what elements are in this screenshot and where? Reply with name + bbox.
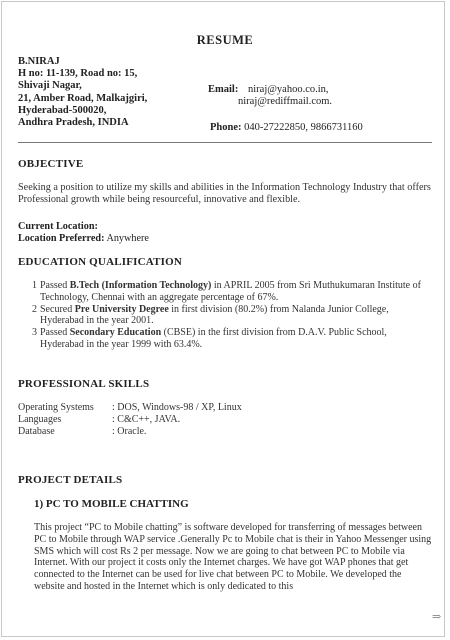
address-line: 21, Amber Road, Malkajgiri, (18, 92, 148, 104)
edu-text: (CBSE) in the first division from D.A.V. Public School, Hyderabad in the year 1999 with 63.4%. (40, 327, 387, 350)
edu-text: Passed (40, 280, 70, 291)
divider (18, 142, 432, 143)
objective-text: Seeking a position to utilize my skills and abilities in the Information Technology Industry that offers Professional growth while being resourceful, innovative and flexible. (18, 182, 431, 206)
list-number: 3 (32, 327, 37, 339)
preferred-location-value: Anywhere (106, 233, 149, 244)
skills-row (18, 402, 242, 414)
address-line: Hyderabad-500020, (18, 104, 107, 116)
edu-degree: B.Tech (Information Technology) (69, 280, 212, 291)
skill-value: : DOS, Windows-98 / XP, Linux (112, 402, 242, 413)
skills-row (18, 414, 242, 426)
skills-heading: PROFESSIONAL SKILLS (18, 378, 150, 390)
list-item (18, 327, 428, 351)
skills-row (18, 426, 242, 438)
edu-text: Secured (40, 303, 75, 315)
address-line: H no: 11-139, Road no: 15, (18, 68, 138, 80)
phone-value: 040-27222850, 9866731160 (244, 122, 363, 133)
email-label: Email: (208, 84, 239, 95)
current-location-label: Current Location: (18, 221, 98, 232)
projects-heading: PROJECT DETAILS (18, 474, 123, 486)
list-number: 2 (32, 303, 37, 315)
contact-block (18, 56, 147, 129)
skill-key: Operating Systems (18, 402, 94, 413)
skills-table (18, 402, 242, 437)
edu-degree: Secondary Education (69, 327, 162, 339)
phone-row (210, 122, 363, 133)
list-item (18, 304, 428, 328)
candidate-name: B.NIRAJ (18, 56, 60, 67)
education-heading: EDUCATION QUALIFICATION (18, 256, 183, 268)
edu-text: Passed (40, 327, 70, 339)
next-page-arrow-icon[interactable]: ⇒ (432, 611, 442, 623)
project-title: 1) PC TO MOBILE CHATTING (34, 498, 189, 510)
education-list (18, 280, 428, 351)
project-description: This project “PC to Mobile chatting” is software developed for transferring of messages between PC to Mobile through WAP service .Generally Pc to Mobile chat is their in Yahoo Messenger using SMS which will cost Rs 2 per message. Now we are going to chat between PC to Mobile via Internet. With our project it costs only the Internet charges. We have got WAP phones that get connected to the Internet can be used for live chat between PC to Mobile. We developed the website and hosted in the Internet which is only dedicated to this (34, 522, 432, 592)
objective-heading: OBJECTIVE (18, 158, 84, 170)
phone-label: Phone: (210, 122, 242, 133)
skill-key: Languages (18, 413, 62, 425)
skill-value: : C&C++, JAVA. (112, 413, 181, 425)
list-item (18, 280, 428, 304)
email-primary[interactable]: niraj@yahoo.co.in, (248, 84, 329, 95)
resume-title: RESUME (196, 33, 254, 47)
address-line: Andhra Pradesh, INDIA (18, 117, 129, 129)
edu-text: in first division (80.2%) from Nalanda Junior College, Hyderabad in the year 2001. (40, 303, 389, 327)
skill-key: Database (18, 425, 55, 437)
address-line: Shivaji Nagar, (18, 80, 82, 92)
skill-value: : Oracle. (112, 425, 147, 437)
edu-text: in APRIL 2005 from Sri Muthukumaran Institute of Technology, Chennai with an aggregate percentage of 67%. (40, 280, 421, 303)
preferred-location-label: Location Preferred: (18, 233, 105, 244)
edu-degree: Pre University Degree (74, 303, 169, 315)
email-secondary[interactable]: niraj@rediffmail.com. (238, 96, 333, 107)
list-number: 1 (32, 280, 37, 291)
location-block (18, 221, 149, 245)
